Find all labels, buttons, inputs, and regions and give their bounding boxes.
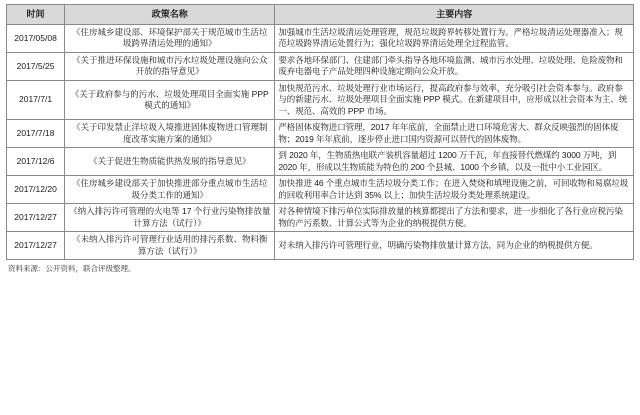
cell-main-content: 加强城市生活垃圾清运处理管理，规范垃圾跨界转移处置行为。严格垃圾清运处理器准入；规范垃圾跨界清运处置行为；强化垃圾跨界清运处理全过程监管。: [275, 25, 634, 53]
cell-policy-name: 《关于政府参与的污水、垃圾处理项目全面实施 PPP 模式的通知》: [65, 80, 275, 119]
policy-table: [6, 4, 634, 260]
cell-main-content: 严格固体废物进口管理，2017 年年底前，全面禁止进口环境危害大、群众反映强烈的固体废物；2019 年年底前，逐步停止进口国内资源可以替代的固体废物。: [275, 120, 634, 148]
cell-date: 2017/12/20: [7, 176, 65, 204]
table-header-row: [7, 5, 634, 25]
table-row: [7, 148, 634, 176]
cell-main-content: 对未纳入排污许可管理行业，明确污染物排放量计算方法，同为企业的纳税提供方便。: [275, 232, 634, 260]
table-header: [7, 5, 634, 25]
cell-policy-name: 《未纳入排污许可管理行业适用的排污系数、物料衡算方法（试行）》: [65, 232, 275, 260]
table-body: [7, 25, 634, 260]
cell-main-content: 加快推进 46 个重点城市生活垃圾分类工作；在进入焚烧和填埋设施之前，可回收物和易腐垃圾的回收利用率合计达到 35% 以上；加快生活垃圾分类处理系统建设。: [275, 176, 634, 204]
cell-main-content: 对各种情境下排污单位实际排放量的核算都提出了方法和要求，进一步细化了各行业应税污染物的产污系数、计算公式等为企业的纳税提供方便。: [275, 204, 634, 232]
table-row: [7, 204, 634, 232]
table-row: [7, 232, 634, 260]
cell-policy-name: 《关于促进生物质能供热发展的指导意见》: [65, 148, 275, 176]
column-header-main-content: 主要内容: [275, 5, 634, 25]
table-row: [7, 176, 634, 204]
cell-date: 2017/05/08: [7, 25, 65, 53]
cell-date: 2017/12/27: [7, 232, 65, 260]
column-header-date: 时间: [7, 5, 65, 25]
source-note: 资料来源：公开资料，联合评级整理。: [8, 263, 136, 273]
cell-policy-name: 《住房城乡建设部关于加快推进部分重点城市生活垃圾分类工作的通知》: [65, 176, 275, 204]
cell-main-content: 要求各地环保部门、住建部门牵头指导各地环境监测、城市污水处理、垃圾处理、危险废物和废弃电器电子产品处理四种设施定期向公众开放。: [275, 52, 634, 80]
cell-date: 2017/5/25: [7, 52, 65, 80]
cell-date: 2017/12/27: [7, 204, 65, 232]
cell-main-content: 到 2020 年，生物质热电联产装机容量超过 1200 万千瓦，年直接替代燃煤约 3000 万吨，到 2020 年，形成以生物质能为特色的 200 个县城、1000 个乡镇，以及一批中小工业园区。: [275, 148, 634, 176]
cell-date: 2017/7/18: [7, 120, 65, 148]
cell-policy-name: 《住房城乡建设部、环境保护部关于规范城市生活垃圾跨界清运处理的通知》: [65, 25, 275, 53]
table-row: [7, 25, 634, 53]
cell-policy-name: 《关于印发禁止洋垃圾入境推进固体废物进口管理制度改革实施方案的通知》: [65, 120, 275, 148]
cell-main-content: 加快规范污水、垃圾处理行业市场运行，提高政府参与效率，充分吸引社会资本参与。政府参与的新建污水、垃圾处理项目全面实施 PPP 模式。在新建项目中，应形成以社会资本为主、统一、规范、高效的 PPP 市场。: [275, 80, 634, 119]
cell-policy-name: 《关于推进环保设施和城市污水垃圾处理设施向公众开放的指导意见》: [65, 52, 275, 80]
column-header-policy-name: 政策名称: [65, 5, 275, 25]
table-row: [7, 80, 634, 119]
cell-date: 2017/7/1: [7, 80, 65, 119]
cell-policy-name: 《纳入排污许可管理的火电等 17 个行业污染物排放量计算方法（试行）》: [65, 204, 275, 232]
table-row: [7, 52, 634, 80]
cell-date: 2017/12/6: [7, 148, 65, 176]
table-row: [7, 120, 634, 148]
